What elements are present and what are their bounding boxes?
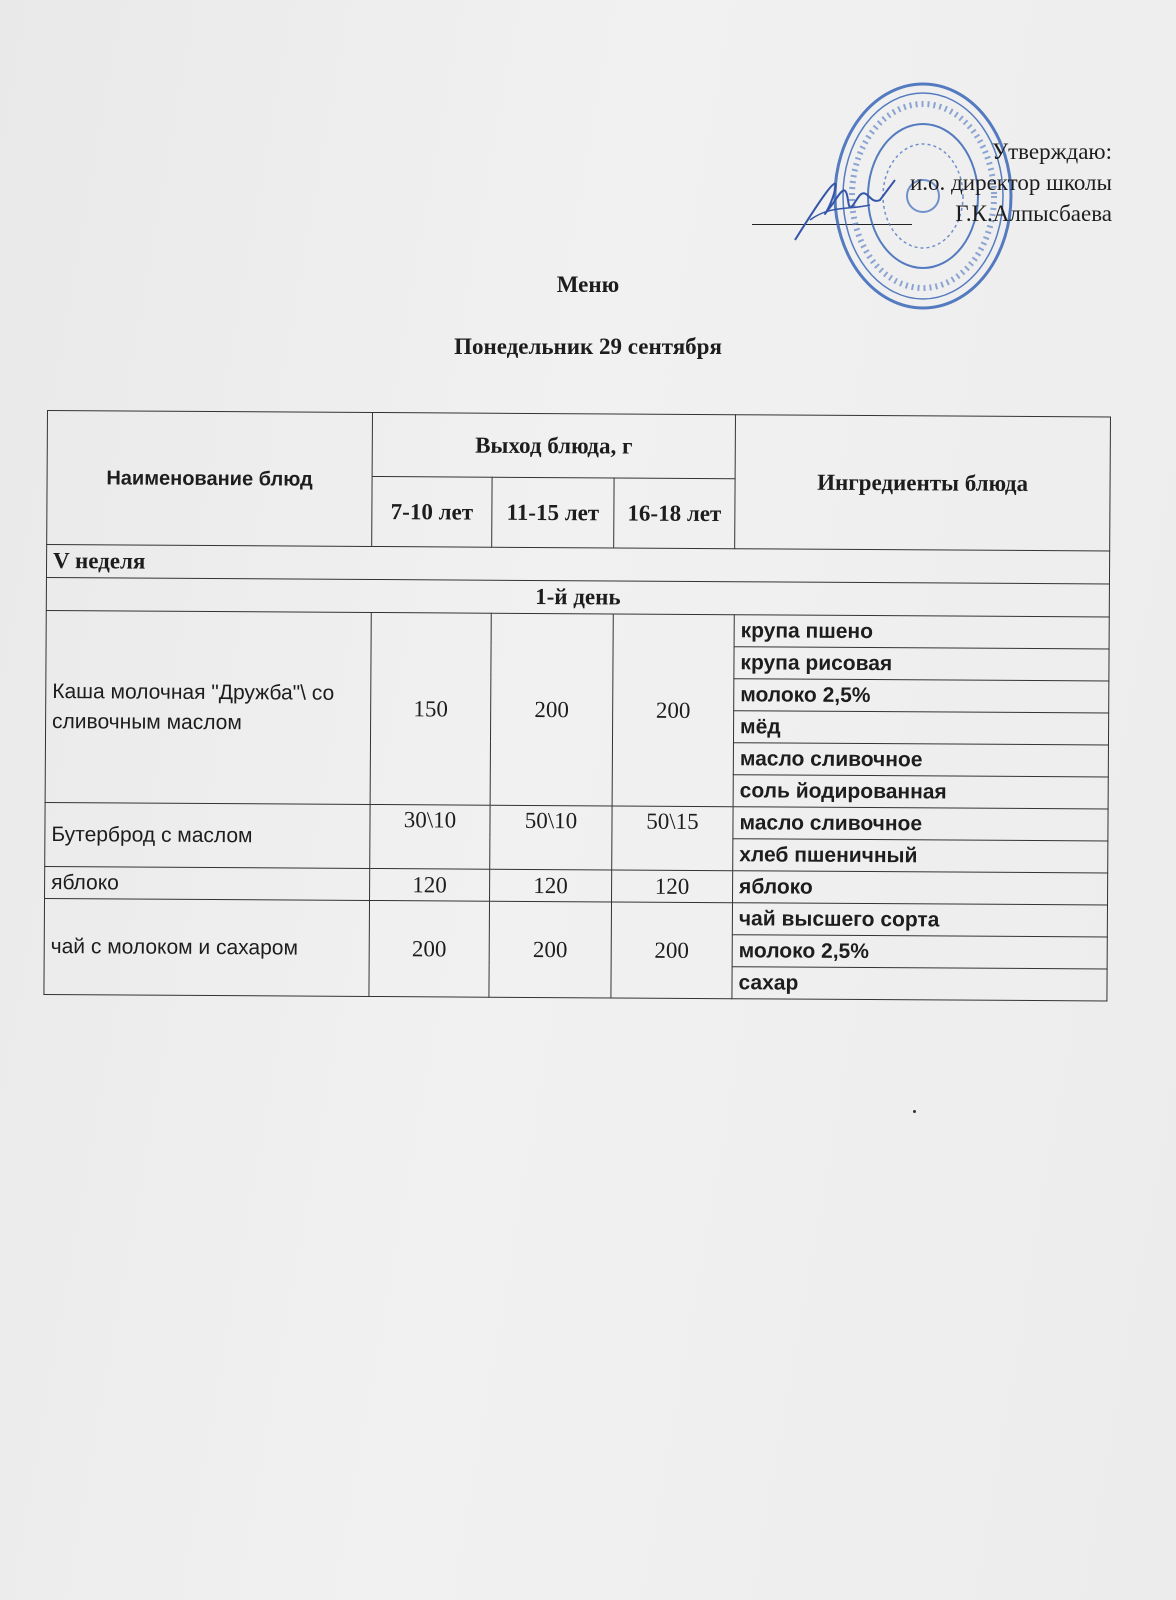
week-row: V неделя xyxy=(46,545,1109,584)
speck xyxy=(913,1110,916,1113)
dish-output-value: 200 xyxy=(611,902,733,999)
dish-output-value: 120 xyxy=(612,870,733,903)
signature xyxy=(790,160,900,250)
dish-name: яблоко xyxy=(45,866,370,900)
dish-output-value: 200 xyxy=(490,613,613,806)
page-subtitle: Понедельник 29 сентября xyxy=(454,334,722,359)
day-row: 1-й день xyxy=(46,577,1109,616)
menu-table xyxy=(43,410,1111,1001)
dish-output-value: 50\10 xyxy=(490,805,612,870)
ingredient: чай высшего сорта xyxy=(732,903,1107,937)
dish-output-value: 200 xyxy=(369,900,490,997)
table-row xyxy=(44,898,1107,936)
table-row xyxy=(46,610,1109,648)
approver-position: и.о. директор школы xyxy=(910,170,1112,195)
ingredient: крупа пшено xyxy=(734,615,1109,649)
ingredient: соль йодированная xyxy=(733,775,1108,809)
header-ingredients: Ингредиенты блюда xyxy=(735,415,1111,551)
dish-output-value: 200 xyxy=(612,614,734,807)
dish-output-value: 200 xyxy=(489,901,612,998)
header-output: Выход блюда, г xyxy=(372,412,735,478)
ingredient: яблоко xyxy=(733,871,1108,905)
ingredient: мёд xyxy=(733,711,1108,745)
header-age-7-10: 7-10 лет xyxy=(372,476,492,547)
ingredient: хлеб пшеничный xyxy=(733,839,1108,873)
approval-block xyxy=(910,136,1112,229)
ingredient: масло сливочное xyxy=(733,743,1108,777)
table-row xyxy=(45,802,1108,840)
dish-output-value: 120 xyxy=(370,868,490,901)
header-age-16-18: 16-18 лет xyxy=(614,478,735,549)
dish-name: чай с молоком и сахаром xyxy=(44,898,370,996)
ingredient: молоко 2,5% xyxy=(734,679,1109,713)
dish-output-value: 120 xyxy=(490,869,612,902)
dish-output-value: 150 xyxy=(370,612,491,805)
approval-label: Утверждаю: xyxy=(991,139,1112,164)
approver-name: Г.К.Алпысбаева xyxy=(955,201,1112,226)
header-age-11-15: 11-15 лет xyxy=(492,477,614,548)
dish-output-value: 30\10 xyxy=(370,804,490,869)
ingredient: молоко 2,5% xyxy=(732,935,1107,969)
header-dish-name: Наименование блюд xyxy=(47,411,373,547)
page-title: Меню xyxy=(556,272,620,297)
ingredient: крупа рисовая xyxy=(734,647,1109,681)
dish-name: Бутерброд с маслом xyxy=(45,802,370,868)
dish-name: Каша молочная "Дружба"\ со сливочным маслом xyxy=(45,610,371,804)
ingredient: масло сливочное xyxy=(733,807,1108,841)
dish-output-value: 50\15 xyxy=(612,806,733,871)
ingredient: сахар xyxy=(732,967,1107,1001)
